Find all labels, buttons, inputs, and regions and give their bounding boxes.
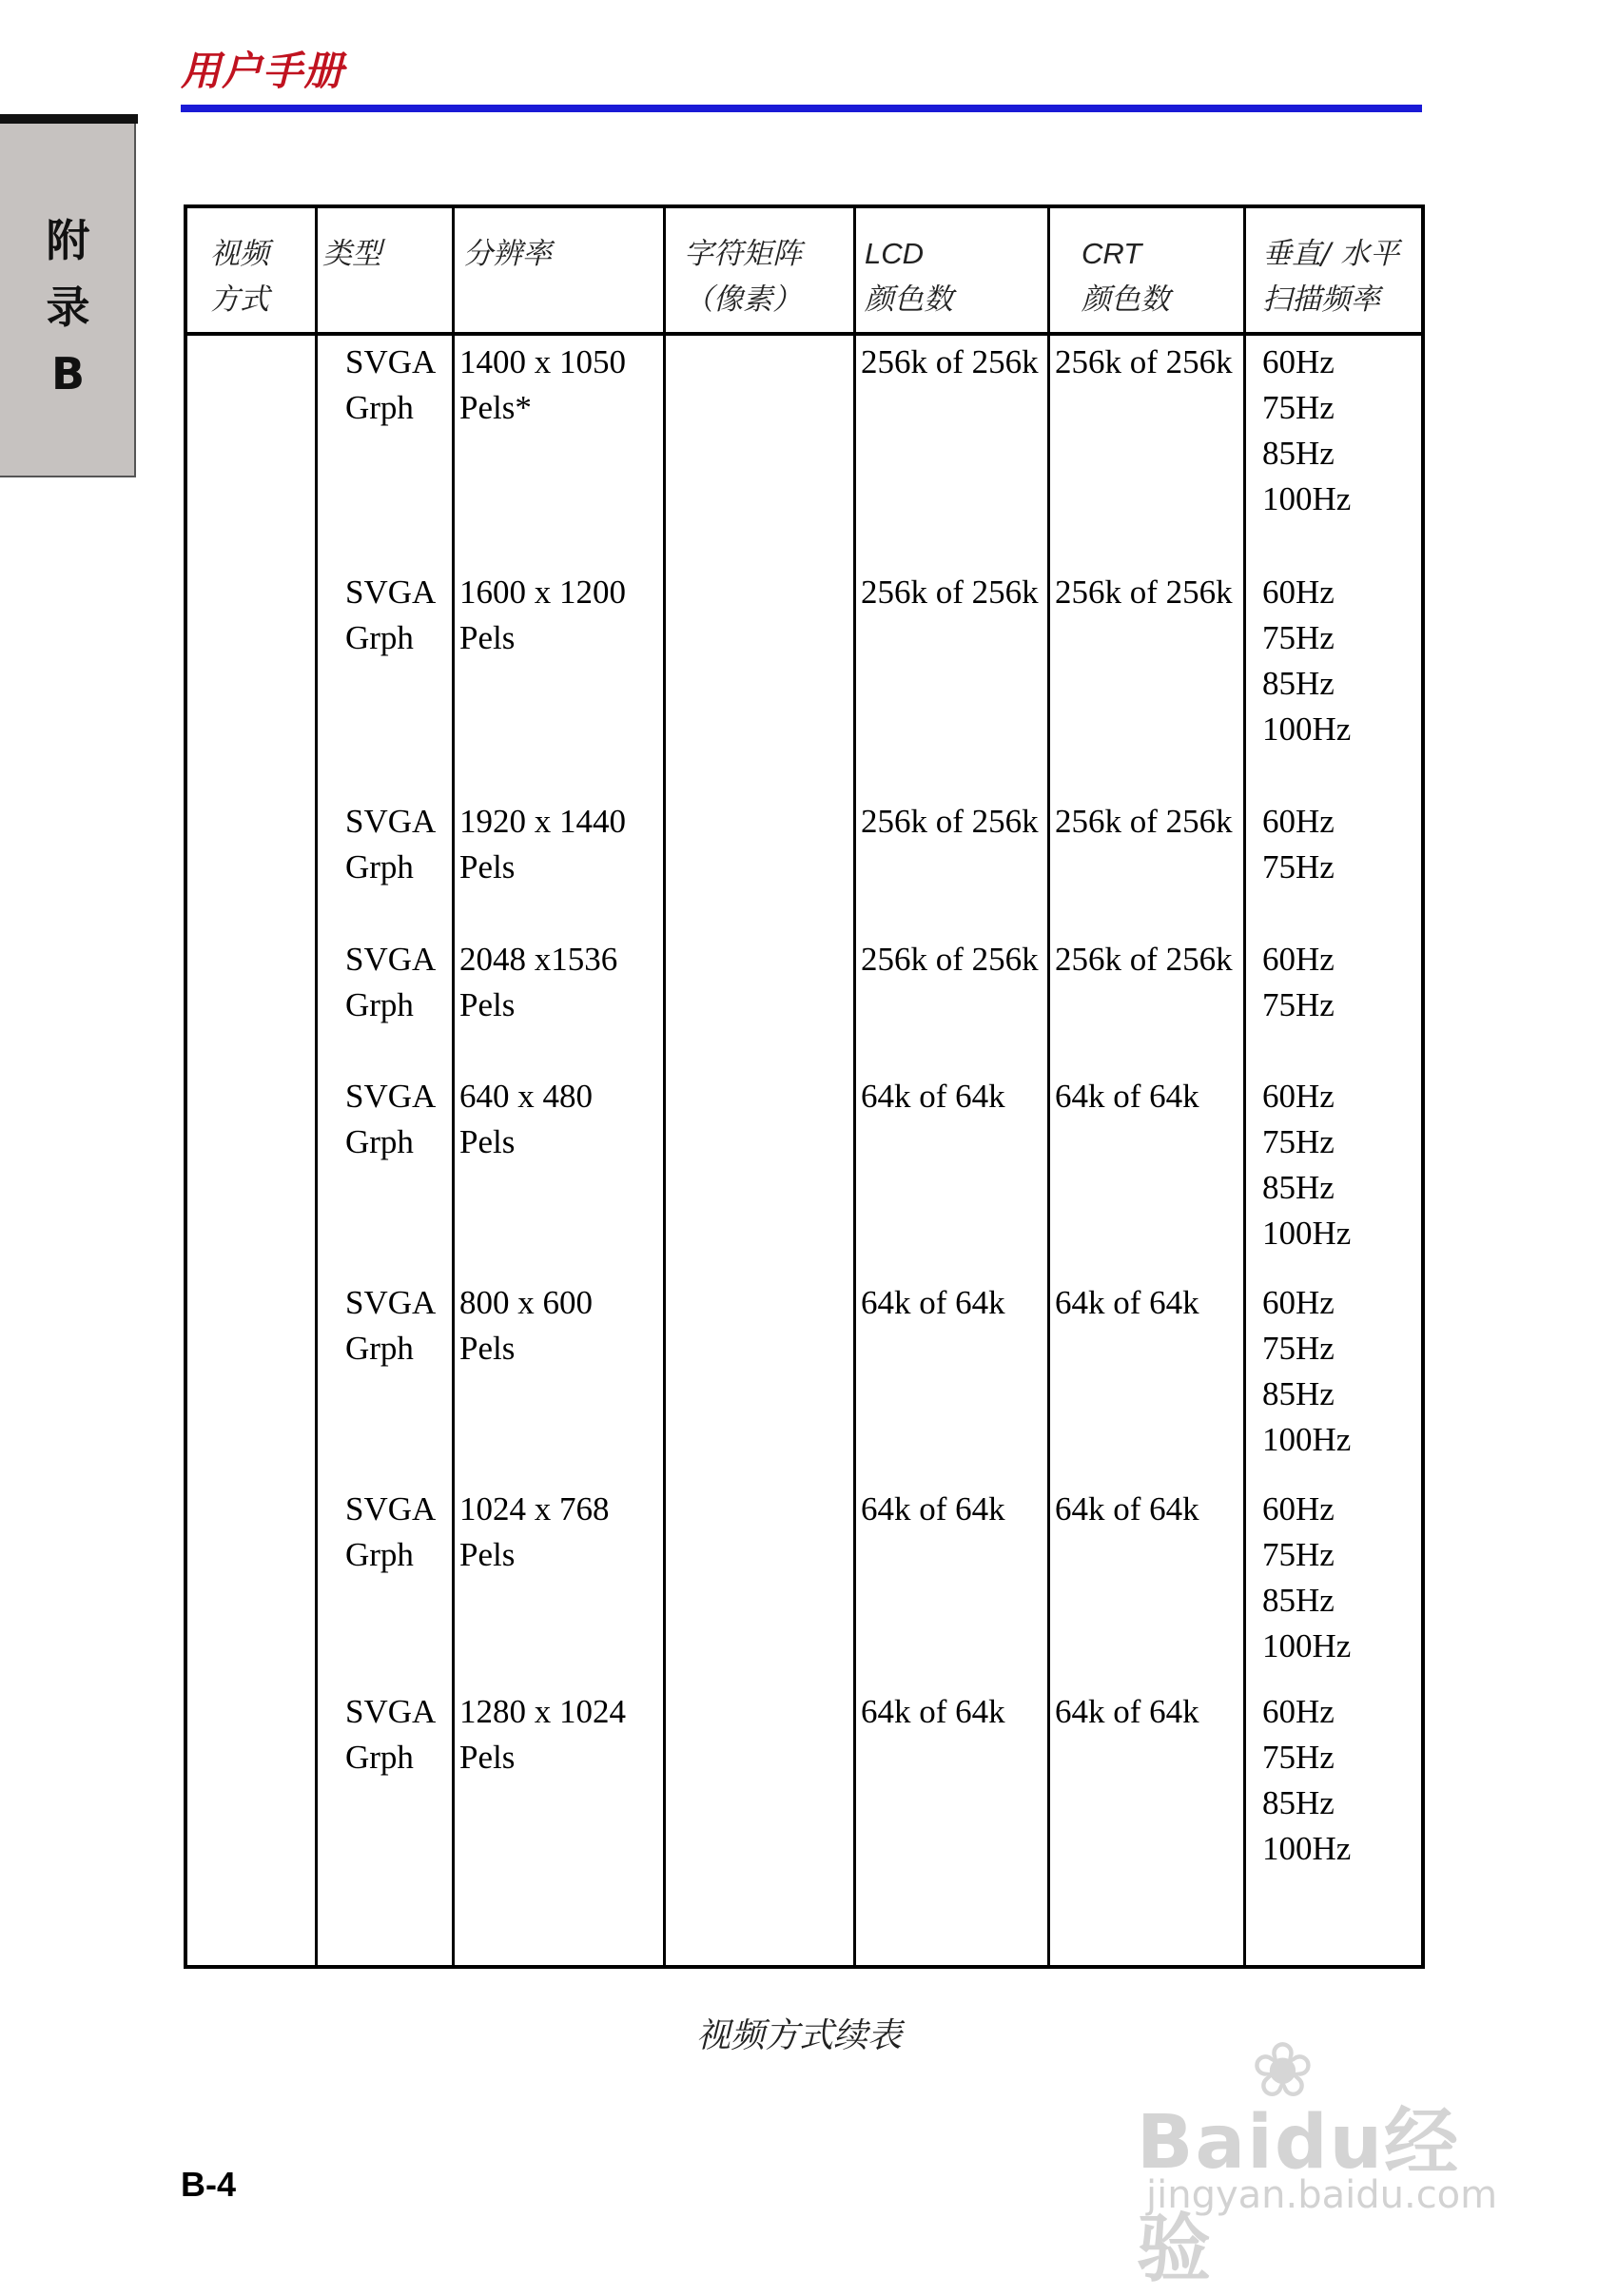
cell-line: SVGA: [345, 1490, 437, 1527]
cell-line: Pels: [459, 619, 516, 656]
cell-line: Grph: [345, 1536, 414, 1573]
appendix-tab-char-1: 附: [46, 215, 90, 266]
cell-line: 100Hz: [1262, 710, 1352, 748]
header-rule: [181, 105, 1422, 112]
cell-line: 800 x 600: [459, 1284, 593, 1321]
cell-line: Grph: [345, 1123, 414, 1160]
header-line: 分辨率: [463, 237, 552, 271]
cell-crt-colors: [1055, 1280, 1199, 1326]
cell-line: Grph: [345, 1739, 414, 1776]
cell-type: [345, 1074, 436, 1165]
cell-line: 256k of 256k: [861, 343, 1039, 380]
cell-line: 1920 x 1440: [459, 803, 626, 840]
cell-type: [345, 1487, 436, 1578]
cell-line: 640 x 480: [459, 1078, 593, 1115]
cell-line: 64k of 64k: [1055, 1284, 1199, 1321]
cell-scan-frequency: [1262, 1280, 1351, 1463]
cell-line: 64k of 64k: [861, 1284, 1005, 1321]
cell-resolution: [459, 799, 626, 890]
cell-line: 75Hz: [1262, 848, 1335, 885]
cell-line: 100Hz: [1262, 1421, 1352, 1458]
cell-line: 100Hz: [1262, 480, 1352, 517]
cell-line: 256k of 256k: [1055, 941, 1233, 978]
header-divider: [187, 332, 1421, 336]
column-divider: [315, 208, 318, 1965]
cell-crt-colors: [1055, 799, 1233, 845]
cell-type: [345, 799, 436, 890]
cell-lcd-colors: [861, 1487, 1005, 1532]
cell-line: Pels*: [459, 389, 532, 426]
cell-resolution: [459, 1689, 626, 1780]
cell-line: Pels: [459, 1739, 516, 1776]
cell-line: Grph: [345, 848, 414, 885]
cell-resolution: [459, 570, 626, 661]
manual-title: 用户手册: [181, 49, 345, 93]
appendix-tab-top-bar: [0, 114, 138, 124]
cell-line: 60Hz: [1262, 1490, 1335, 1527]
header-type: [322, 231, 381, 277]
cell-line: 85Hz: [1262, 1169, 1335, 1206]
cell-line: 1600 x 1200: [459, 574, 626, 611]
cell-line: Grph: [345, 619, 414, 656]
cell-line: 60Hz: [1262, 1284, 1335, 1321]
header-line: 颜色数: [1082, 282, 1170, 317]
cell-line: 256k of 256k: [861, 941, 1039, 978]
cell-line: 75Hz: [1262, 1123, 1335, 1160]
watermark-url: jingyan.baidu.com: [1146, 2173, 1498, 2217]
cell-scan-frequency: [1262, 799, 1335, 890]
cell-line: SVGA: [345, 574, 437, 611]
header-scan-frequency: [1262, 231, 1399, 322]
cell-line: SVGA: [345, 803, 437, 840]
cell-crt-colors: [1055, 570, 1233, 615]
cell-lcd-colors: [861, 937, 1039, 983]
cell-line: 2048 x1536: [459, 941, 618, 978]
table-caption: 视频方式续表: [695, 2016, 902, 2055]
column-divider: [853, 208, 856, 1965]
appendix-tab-char-2: 录: [46, 282, 90, 333]
header-line: LCD: [865, 237, 925, 270]
cell-crt-colors: [1055, 1074, 1199, 1119]
cell-line: 64k of 64k: [861, 1490, 1005, 1527]
cell-line: 256k of 256k: [861, 803, 1039, 840]
header-line: 垂直/ 水平: [1262, 237, 1400, 271]
watermark-logo-text: Baidu经验: [1137, 2100, 1461, 2292]
header-line: 扫描频率: [1262, 282, 1380, 317]
cell-line: Grph: [345, 986, 414, 1023]
cell-type: [345, 1689, 436, 1780]
cell-line: Grph: [345, 389, 414, 426]
cell-line: Pels: [459, 1536, 516, 1573]
cell-line: 100Hz: [1262, 1627, 1352, 1664]
cell-lcd-colors: [861, 1689, 1005, 1735]
cell-line: 60Hz: [1262, 1078, 1335, 1115]
cell-line: 60Hz: [1262, 803, 1335, 840]
cell-crt-colors: [1055, 1487, 1199, 1532]
cell-line: 256k of 256k: [861, 574, 1039, 611]
header-char-matrix: [684, 231, 802, 322]
cell-line: 64k of 64k: [861, 1078, 1005, 1115]
header-line: 视频: [210, 237, 269, 271]
page-number: B-4: [181, 2165, 237, 2204]
cell-line: 75Hz: [1262, 1739, 1335, 1776]
header-line: 类型: [322, 237, 381, 271]
cell-resolution: [459, 340, 626, 431]
cell-line: SVGA: [345, 1284, 437, 1321]
cell-crt-colors: [1055, 937, 1233, 983]
cell-resolution: [459, 1487, 610, 1578]
cell-line: 85Hz: [1262, 665, 1335, 702]
cell-crt-colors: [1055, 340, 1233, 385]
cell-line: SVGA: [345, 941, 437, 978]
cell-line: 100Hz: [1262, 1830, 1352, 1867]
cell-scan-frequency: [1262, 570, 1351, 752]
cell-line: 85Hz: [1262, 1582, 1335, 1619]
cell-line: 75Hz: [1262, 1330, 1335, 1367]
header-crt-colors: [1082, 231, 1170, 322]
header-line: 字符矩阵: [684, 237, 802, 271]
cell-line: 85Hz: [1262, 435, 1335, 472]
cell-lcd-colors: [861, 1074, 1005, 1119]
header-line: 颜色数: [865, 282, 953, 317]
cell-line: SVGA: [345, 343, 437, 380]
header-resolution: [463, 231, 552, 277]
column-divider: [1047, 208, 1050, 1965]
cell-line: 1280 x 1024: [459, 1693, 626, 1730]
cell-line: 64k of 64k: [1055, 1490, 1199, 1527]
cell-line: SVGA: [345, 1078, 437, 1115]
appendix-tab-label: [0, 207, 136, 407]
cell-line: 100Hz: [1262, 1215, 1352, 1252]
cell-lcd-colors: [861, 799, 1039, 845]
cell-line: Pels: [459, 986, 516, 1023]
cell-line: 64k of 64k: [861, 1693, 1005, 1730]
cell-scan-frequency: [1262, 937, 1335, 1028]
cell-line: 75Hz: [1262, 619, 1335, 656]
cell-line: Grph: [345, 1330, 414, 1367]
cell-type: [345, 340, 436, 431]
cell-line: SVGA: [345, 1693, 437, 1730]
header-line: CRT: [1082, 237, 1142, 270]
cell-type: [345, 570, 436, 661]
cell-line: Pels: [459, 1123, 516, 1160]
cell-lcd-colors: [861, 570, 1039, 615]
paw-icon: ❀: [1251, 2026, 1315, 2114]
cell-line: 75Hz: [1262, 1536, 1335, 1573]
video-mode-table: [184, 204, 1425, 1969]
cell-line: 60Hz: [1262, 343, 1335, 380]
cell-scan-frequency: [1262, 340, 1351, 522]
baidu-watermark: [1137, 2026, 1517, 2292]
cell-lcd-colors: [861, 1280, 1005, 1326]
cell-line: 60Hz: [1262, 941, 1335, 978]
column-divider: [452, 208, 455, 1965]
header-lcd-colors: [865, 231, 953, 322]
cell-scan-frequency: [1262, 1689, 1351, 1872]
cell-lcd-colors: [861, 340, 1039, 385]
header-video-mode: [210, 231, 269, 322]
header-line: （像素）: [684, 282, 802, 317]
cell-line: 75Hz: [1262, 389, 1335, 426]
cell-line: 256k of 256k: [1055, 803, 1233, 840]
cell-line: 1400 x 1050: [459, 343, 626, 380]
cell-scan-frequency: [1262, 1487, 1351, 1669]
cell-resolution: [459, 937, 617, 1028]
cell-line: 64k of 64k: [1055, 1693, 1199, 1730]
cell-line: Pels: [459, 848, 516, 885]
cell-line: 64k of 64k: [1055, 1078, 1199, 1115]
cell-line: 256k of 256k: [1055, 343, 1233, 380]
cell-line: 85Hz: [1262, 1375, 1335, 1412]
cell-type: [345, 937, 436, 1028]
cell-line: 60Hz: [1262, 1693, 1335, 1730]
cell-resolution: [459, 1074, 593, 1165]
cell-resolution: [459, 1280, 593, 1372]
cell-line: 85Hz: [1262, 1784, 1335, 1821]
appendix-tab-char-3: B: [50, 348, 86, 399]
cell-type: [345, 1280, 436, 1372]
cell-line: 75Hz: [1262, 986, 1335, 1023]
cell-scan-frequency: [1262, 1074, 1351, 1256]
cell-line: 60Hz: [1262, 574, 1335, 611]
header-line: 方式: [210, 282, 269, 317]
cell-line: 256k of 256k: [1055, 574, 1233, 611]
cell-line: 1024 x 768: [459, 1490, 610, 1527]
column-divider: [663, 208, 666, 1965]
column-divider: [1243, 208, 1246, 1965]
cell-line: Pels: [459, 1330, 516, 1367]
cell-crt-colors: [1055, 1689, 1199, 1735]
